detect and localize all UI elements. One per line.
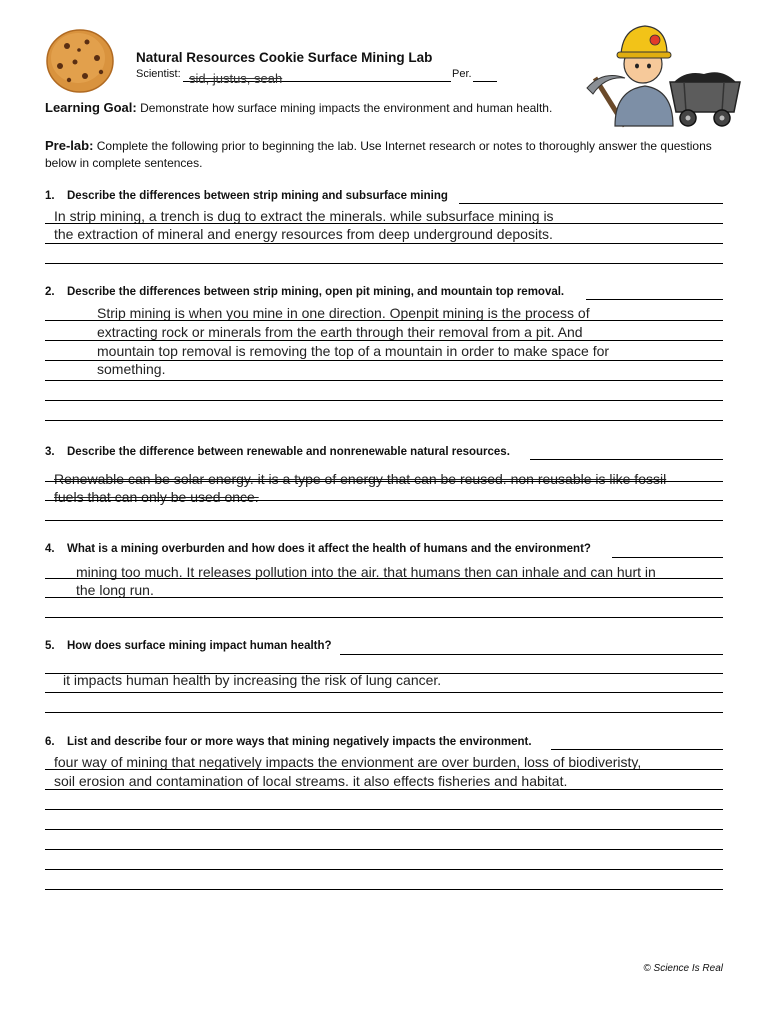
learning-goal-label: Learning Goal: — [45, 100, 137, 115]
answer-line[interactable] — [45, 380, 723, 381]
answer-line[interactable] — [45, 849, 723, 850]
period-field[interactable] — [473, 81, 497, 82]
answer-line[interactable] — [45, 223, 723, 224]
question-1: 1. Describe the differences between strip mining and subsurface mining — [45, 190, 448, 202]
answer-2-line-3: mountain top removal is removing the top of a mountain in order to make space for — [97, 343, 610, 359]
answer-5-line-1: it impacts human health by increasing the risk of lung cancer. — [63, 672, 442, 688]
answer-line[interactable] — [45, 420, 723, 421]
learning-goal — [45, 100, 552, 115]
prelab-instructions — [45, 137, 725, 172]
answer-line[interactable] — [45, 809, 723, 810]
answer-line[interactable] — [586, 299, 723, 300]
answer-line[interactable] — [45, 712, 723, 713]
answer-line[interactable] — [45, 769, 723, 770]
answer-line[interactable] — [551, 749, 723, 750]
question-3: 3. Describe the difference between renewable and nonrenewable natural resources. — [45, 446, 510, 458]
answer-2-line-1: Strip mining is when you mine in one direction. Openpit mining is the process of — [97, 305, 590, 321]
answer-6-line-1: four way of mining that negatively impacts the envionment are over burden, loss of biodiveristy, — [54, 754, 642, 770]
answer-line[interactable] — [530, 459, 723, 460]
period-label: Per. — [452, 68, 472, 80]
question-5: 5. How does surface mining impact human health? — [45, 640, 332, 652]
answer-line[interactable] — [45, 869, 723, 870]
answer-line[interactable] — [45, 520, 723, 521]
scientist-field[interactable]: sid, justus, seah — [189, 71, 283, 86]
question-6: 6. List and describe four or more ways that mining negatively impacts the environment. — [45, 736, 532, 748]
answer-line[interactable] — [45, 340, 723, 341]
answer-3-line-2: fuels that can only be used once. — [54, 489, 259, 505]
answer-line[interactable] — [340, 654, 723, 655]
answer-line[interactable] — [45, 597, 723, 598]
answer-line[interactable] — [45, 500, 723, 501]
scientist-label: Scientist: — [136, 68, 181, 80]
answer-2-line-2: extracting rock or minerals from the earth through their removal from a pit. And — [97, 324, 583, 340]
answer-line[interactable] — [45, 889, 723, 890]
question-4: 4. What is a mining overburden and how does it affect the health of humans and the environment? — [45, 543, 591, 555]
learning-goal-text: Demonstrate how surface mining impacts the environment and human health. — [140, 101, 553, 115]
answer-line[interactable] — [45, 578, 723, 579]
answer-line[interactable] — [45, 320, 723, 321]
question-2: 2. Describe the differences between strip mining, open pit mining, and mountain top removal. — [45, 286, 565, 298]
answer-3-line-1: Renewable can be solar energy. it is a type of energy that can be reused. non reusable is like fossil — [54, 471, 667, 487]
prelab-label: Pre-lab: — [45, 138, 94, 153]
answer-line[interactable] — [45, 789, 723, 790]
answer-1-line-2: the extraction of mineral and energy resources from deep underground deposits. — [54, 226, 553, 242]
answer-4-line-1: mining too much. It releases pollution into the air. that humans then can inhale and can hurt in — [76, 564, 656, 580]
answer-4-line-2: the long run. — [76, 582, 154, 598]
coal-mine-cart-icon — [666, 68, 744, 128]
answer-line[interactable] — [45, 829, 723, 830]
answer-1-line-1: In strip mining, a trench is dug to extract the minerals. while subsurface mining is — [54, 208, 554, 224]
cookie-icon — [45, 28, 115, 94]
copyright-notice: © Science Is Real — [643, 963, 723, 974]
worksheet-title: Natural Resources Cookie Surface Mining Lab — [136, 50, 433, 65]
answer-line[interactable] — [459, 203, 723, 204]
answer-line[interactable] — [45, 243, 723, 244]
answer-line[interactable] — [45, 617, 723, 618]
answer-line[interactable] — [612, 557, 723, 558]
answer-line[interactable] — [45, 263, 723, 264]
prelab-text: Complete the following prior to beginning the lab. Use Internet research or notes to thoroughly answer the questions below in complete sentences. — [45, 139, 712, 170]
answer-line[interactable] — [45, 400, 723, 401]
answer-line[interactable] — [45, 692, 723, 693]
answer-line[interactable] — [45, 481, 723, 482]
answer-6-line-2: soil erosion and contamination of local streams. it also effects fisheries and habitat. — [54, 773, 568, 789]
answer-2-line-4: something. — [97, 361, 166, 377]
